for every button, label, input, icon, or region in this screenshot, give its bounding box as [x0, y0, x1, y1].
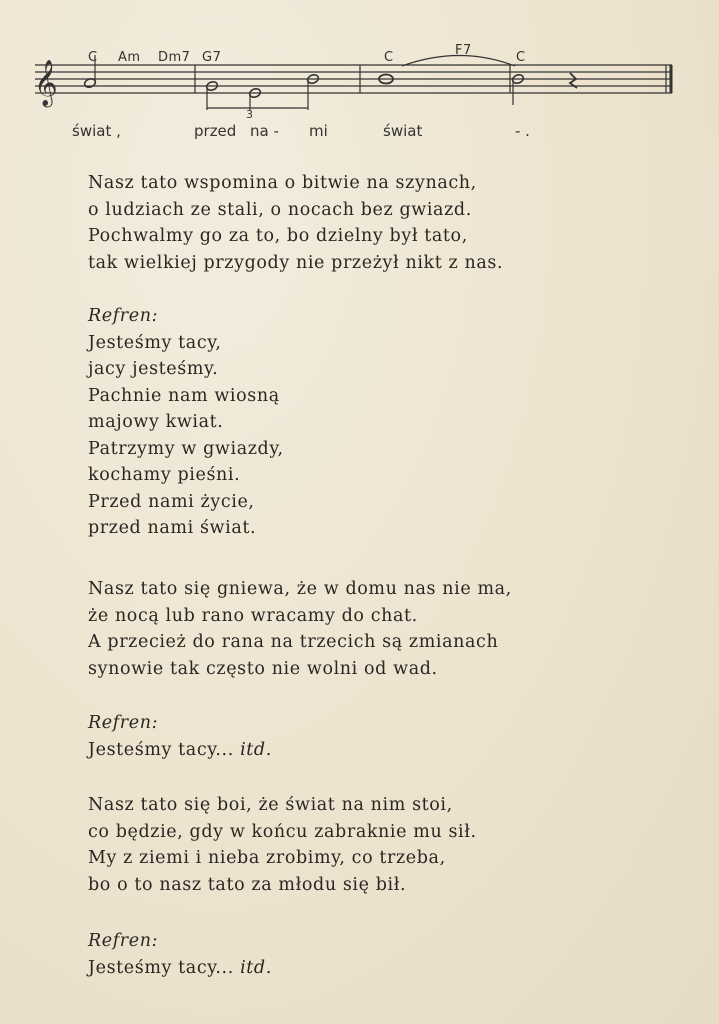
- chord-symbol: Am: [118, 50, 141, 65]
- lyric-syllable: przed: [194, 122, 237, 140]
- chord-symbol: C: [384, 50, 394, 65]
- refrain-short: [88, 955, 272, 982]
- refrain-2: [88, 710, 272, 763]
- refrain-short-text: Jesteśmy tacy...: [88, 739, 234, 760]
- verse-line: o ludziach ze stali, o nocach bez gwiazd.: [88, 199, 472, 220]
- itd-abbrev: itd.: [240, 957, 272, 978]
- lyric-syllable: mi: [309, 122, 328, 140]
- verse-line: A przecież do rana na trzecich są zmianach: [88, 632, 499, 652]
- refrain-line: przed nami świat.: [88, 518, 257, 538]
- refrain-1: [88, 303, 284, 542]
- lyric-syllable: na -: [250, 122, 279, 140]
- verse-line: synowie tak często nie wolni od wad.: [88, 658, 438, 679]
- verse-line: bo o to nasz tato za młodu się bił.: [88, 874, 407, 895]
- refrain-label: Refren:: [88, 713, 159, 733]
- treble-clef-icon: 𝄞: [34, 60, 58, 106]
- stanza-3: [88, 792, 477, 898]
- verse-line: że nocą lub rano wracamy do chat.: [88, 605, 418, 626]
- refrain-label: Refren:: [88, 931, 159, 951]
- chord-symbol: F7: [455, 43, 472, 58]
- lyric-syllable: świat: [383, 122, 423, 140]
- refrain-line: majowy kwiat.: [88, 412, 224, 432]
- verse-line: My z ziemi i nieba zrobimy, co trzeba,: [88, 848, 446, 868]
- lyric-syllable: świat ,: [72, 122, 121, 140]
- verse-line: Pochwalmy go za to, bo dzielny był tato,: [88, 226, 468, 246]
- refrain-label: Refren:: [88, 306, 159, 326]
- verse-line: tak wielkiej przygody nie przeżył nikt z nas.: [88, 252, 504, 273]
- verse-line: Nasz tato się boi, że świat na nim stoi,: [88, 795, 453, 815]
- stanza-2: [88, 576, 512, 682]
- lyric-syllable: - .: [515, 122, 530, 140]
- chord-symbol: G7: [202, 50, 222, 65]
- chord-symbol: C: [88, 50, 98, 65]
- verse-line: Nasz tato wspomina o bitwie na szynach,: [88, 173, 477, 193]
- refrain-short: [88, 737, 272, 764]
- refrain-3: [88, 928, 272, 981]
- chord-symbol: C: [516, 50, 526, 65]
- itd-abbrev: itd.: [240, 739, 272, 760]
- tuplet-number: 3: [246, 108, 253, 121]
- verse-line: co będzie, gdy w końcu zabraknie mu sił.: [88, 821, 477, 842]
- stanza-1: [88, 170, 503, 276]
- refrain-line: Jesteśmy tacy,: [88, 332, 222, 353]
- refrain-line: Pachnie nam wiosną: [88, 385, 280, 406]
- refrain-line: kochamy pieśni.: [88, 465, 241, 485]
- refrain-line: Przed nami życie,: [88, 491, 255, 512]
- chord-symbol: Dm7: [158, 50, 191, 65]
- verse-line: Nasz tato się gniewa, że w domu nas nie ma,: [88, 579, 512, 599]
- refrain-line: Patrzymy w gwiazdy,: [88, 438, 284, 459]
- refrain-line: jacy jesteśmy.: [88, 359, 219, 379]
- refrain-short-text: Jesteśmy tacy...: [88, 957, 234, 978]
